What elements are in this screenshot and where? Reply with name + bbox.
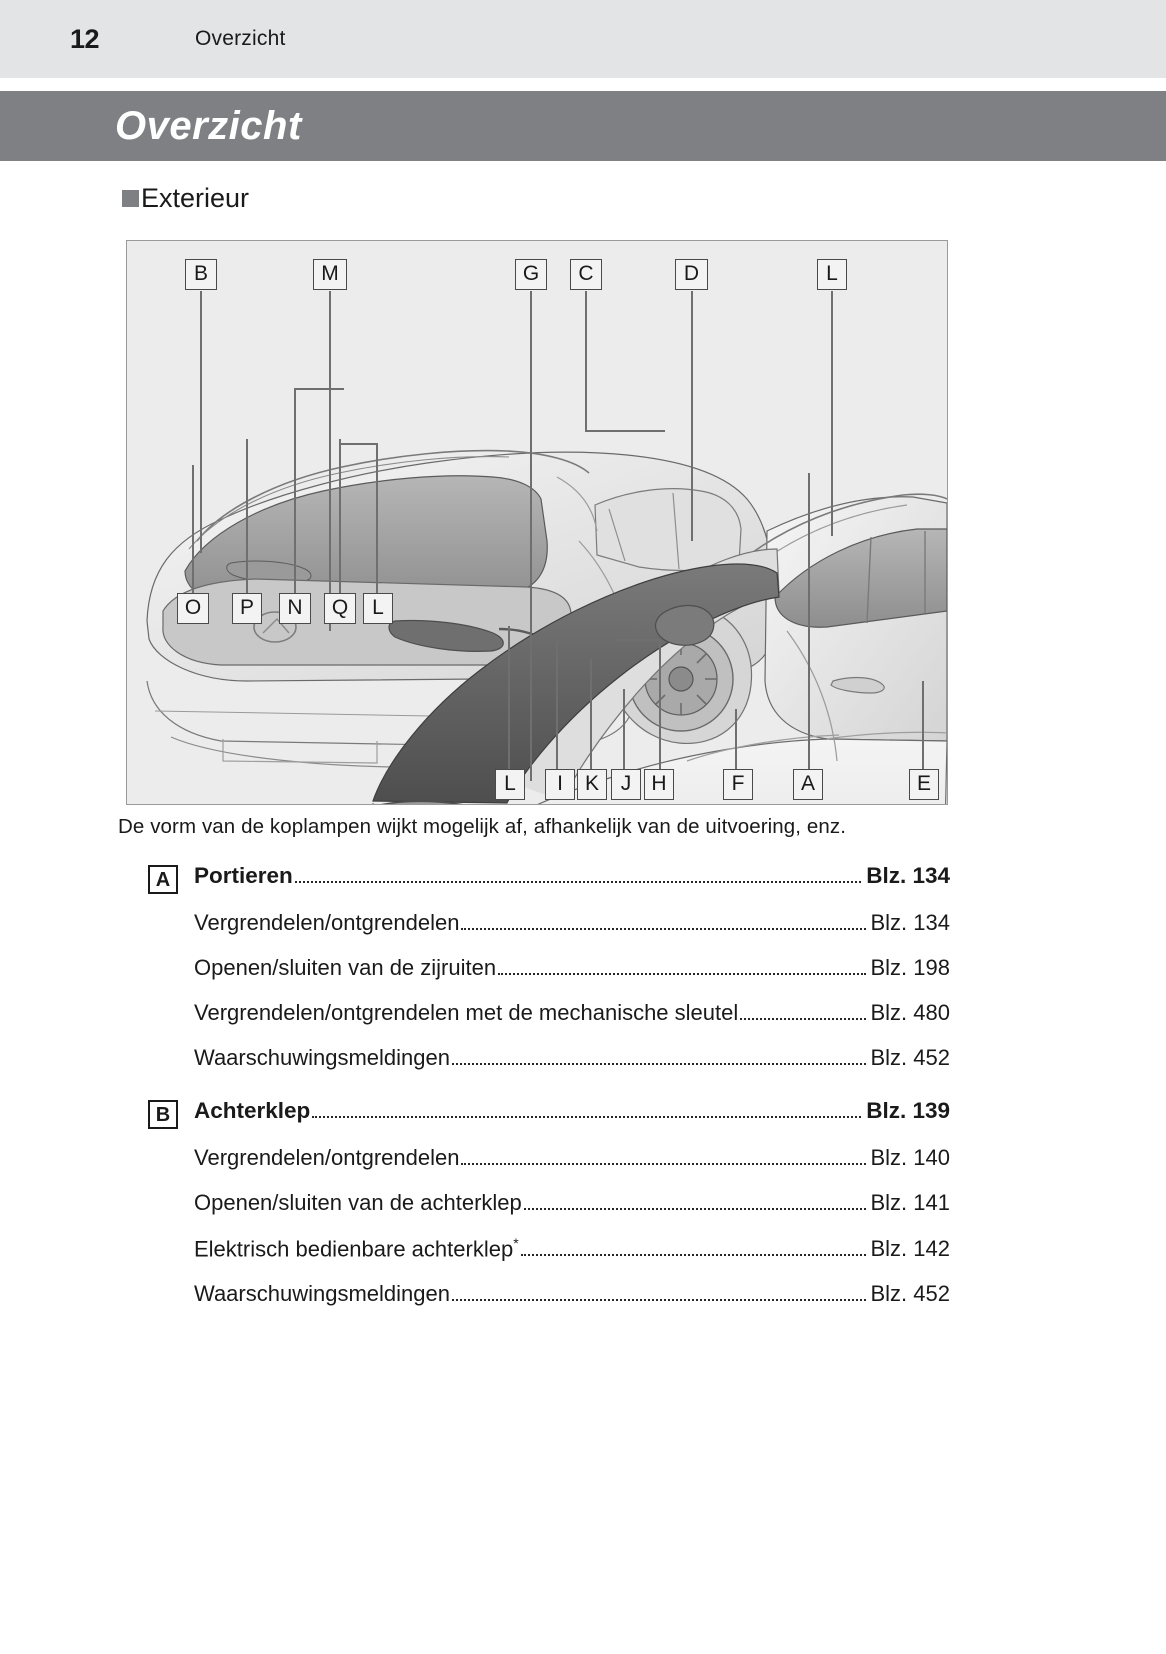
index-label-A: Portieren [194,863,293,888]
leader-line-B [200,291,202,553]
leader-line-Q [339,439,341,593]
leader-line-K [590,659,592,769]
index-key-B: B [148,1100,178,1129]
leader-line-N-h [294,388,344,390]
index-sublabel: Openen/sluiten van de zijruiten [194,955,497,980]
index-sublabel: Vergrendelen/ontgrendelen [194,1145,460,1170]
callout-L-top: L [817,259,847,290]
exterior-illustration-panel [126,240,948,805]
leader-line-O [192,465,194,593]
index-label-B: Achterklep [194,1098,311,1123]
index-subpage: Blz. 134 [870,910,950,935]
dot-leader [524,1207,866,1210]
index-page-A: Blz. 134 [866,863,950,888]
index-key-A: A [148,865,178,894]
index-sublabel: Openen/sluiten van de achterklep [194,1190,522,1215]
dot-leader [295,880,861,883]
leader-line-D [691,291,693,541]
square-bullet-icon [122,190,139,207]
footnote-asterisk: * [513,1235,519,1251]
leader-line-L-bottom [508,626,510,769]
callout-M: M [313,259,347,290]
index-subentry[interactable] [148,1235,950,1262]
callout-P: P [232,593,262,624]
index-sublabel: Vergrendelen/ontgrendelen met de mechanische sleutel [194,1000,739,1025]
dot-leader [521,1253,866,1256]
leader-line-G [530,291,532,781]
index-subpage: Blz. 480 [870,1000,950,1025]
index-subpage: Blz. 198 [870,955,950,980]
leader-line-J [623,689,625,769]
leader-line-M [329,291,331,631]
leader-line-H [659,639,661,769]
index-subpage: Blz. 140 [870,1145,950,1170]
vehicle-line-drawing [127,241,947,804]
callout-L-bottom: L [495,769,525,800]
leader-line-L-top [831,291,833,536]
chapter-title-bar [0,91,1166,161]
dot-leader [452,1062,866,1065]
index-subpage: Blz. 141 [870,1190,950,1215]
index-subpage: Blz. 142 [870,1236,950,1262]
dot-leader [461,1162,865,1165]
section-heading [122,183,1166,214]
running-header [0,0,1166,78]
index-subentry[interactable] [148,1145,950,1171]
index-page-B: Blz. 139 [866,1098,950,1123]
leader-line-A [808,473,810,769]
dot-leader [452,1298,866,1301]
callout-E: E [909,769,939,800]
callout-O: O [177,593,209,624]
index-subentry[interactable] [148,1281,950,1307]
dot-leader [312,1115,861,1118]
chapter-title: Overzicht [115,103,302,148]
leader-line-H-h [614,639,660,641]
exterior-index-list [148,862,950,1326]
callout-K: K [577,769,607,800]
index-subentry[interactable] [148,1190,950,1216]
callout-D: D [675,259,708,290]
index-sublabel: Vergrendelen/ontgrendelen [194,910,460,935]
index-subpage: Blz. 452 [870,1045,950,1070]
index-subentry[interactable] [148,1000,950,1026]
leader-line-E [922,681,924,769]
index-subentry[interactable] [148,1045,950,1071]
callout-L-left: L [363,593,393,624]
callout-G: G [515,259,547,290]
leader-line-F [735,709,737,769]
index-sublabel: Elektrisch bedienbare achterklep* [194,1235,519,1262]
index-entry-A[interactable] [148,862,950,891]
callout-F: F [723,769,753,800]
index-subpage: Blz. 452 [870,1281,950,1307]
callout-B: B [185,259,217,290]
index-subentry[interactable] [148,955,950,981]
callout-C: C [570,259,602,290]
dot-leader [498,972,865,975]
callout-A: A [793,769,823,800]
running-header-title: Overzicht [195,27,286,50]
callout-Q: Q [324,593,356,624]
figure-caption: De vorm van de koplampen wijkt mogelijk af, afhankelijk van de uitvoering, enz. [118,815,847,838]
leader-line-N [294,389,296,593]
leader-line-L-left [376,443,378,593]
leader-line-C [585,291,587,431]
page-number: 12 [70,23,100,54]
leader-line-I [556,641,558,769]
index-subentry[interactable] [148,910,950,936]
callout-I: I [545,769,575,800]
index-sublabel: Waarschuwingsmeldingen [194,1281,450,1307]
index-sublabel: Waarschuwingsmeldingen [194,1045,450,1070]
leader-line-C-h [585,430,665,432]
index-entry-B[interactable] [148,1097,950,1126]
section-heading-label: Exterieur [141,183,250,213]
callout-J: J [611,769,641,800]
leader-line-P [246,439,248,593]
callout-H: H [644,769,674,800]
dot-leader [740,1017,865,1020]
callout-N: N [279,593,311,624]
dot-leader [461,927,865,930]
leader-line-L-left-h [339,443,377,445]
